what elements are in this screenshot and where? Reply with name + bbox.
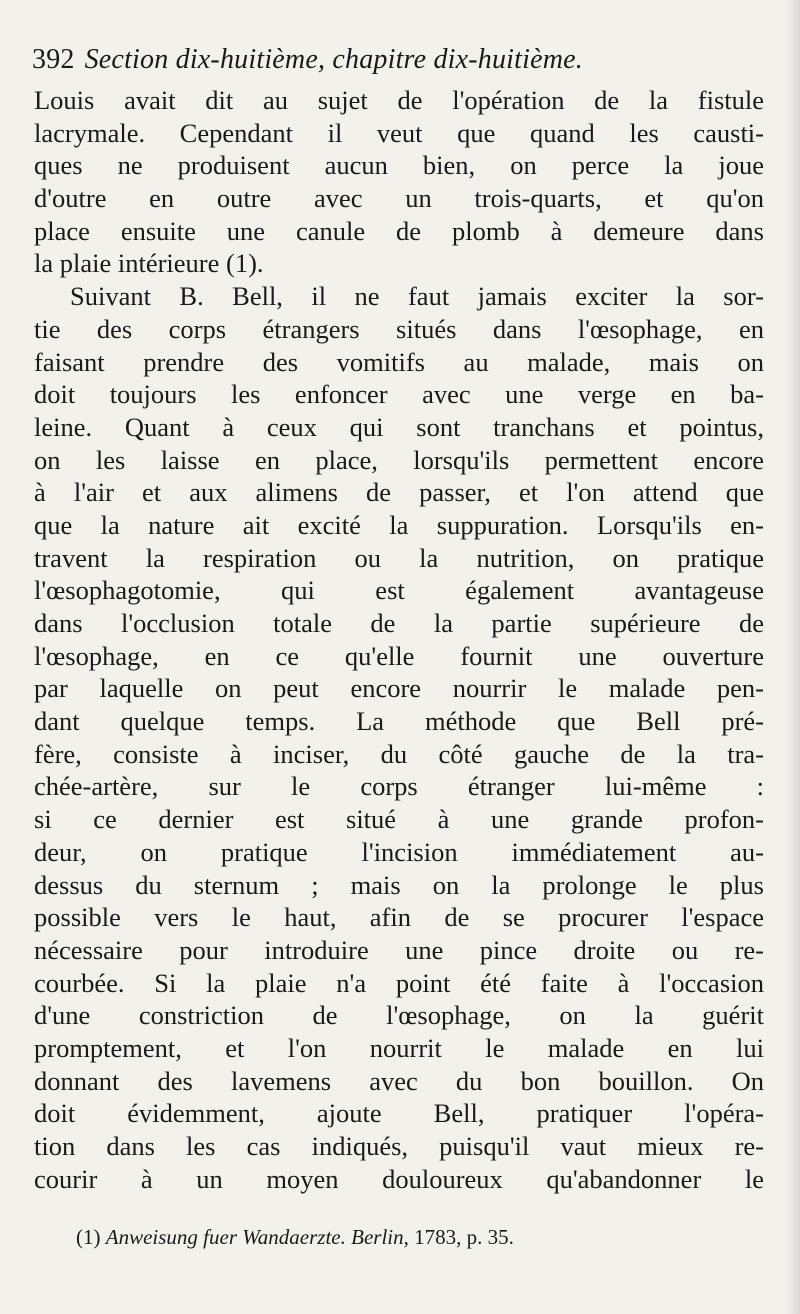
text-line: travent la respiration ou la nutrition, on pratique [34,542,764,573]
text-line: faisant prendre des vomitifs au malade, mais on [34,346,764,377]
text-line: dans l'occlusion totale de la partie supérieure de [34,608,764,638]
text-line: leine. Quant à ceux qui sont tranchans et pointus, [34,411,764,442]
text-line: doit toujours les enfoncer avec une verge en ba- [34,379,764,410]
page-edge-shadow [786,0,800,1314]
text-line: si ce dernier est situé à une grande profon- [34,804,764,835]
text-line: donnant des lavemens avec du bon bouillon. On [34,1065,764,1096]
text-line: l'œsophage, en ce qu'elle fournit une ouverture [34,640,764,671]
text-line: nécessaire pour introduire une pince droite ou re- [34,934,764,965]
text-line: doit évidemment, ajoute Bell, pratiquer l'opéra- [34,1098,764,1129]
text-line: par laquelle on peut encore nourrir le malade pen- [34,673,764,704]
text-line: courir à un moyen douloureux qu'abandonner le [34,1163,764,1194]
text-line: à l'air et aux alimens de passer, et l'on attend que [34,477,764,508]
text-line: dant quelque temps. La méthode que Bell pré- [34,706,764,737]
footnote-source: Anweisung fuer Wandaerzte. Berlin [105,1225,404,1249]
text-line: tie des corps étrangers situés dans l'œsophage, en [34,313,764,344]
text-line: Louis avait dit au sujet de l'opération de la fistule [34,85,764,115]
footnote-details: , 1783, p. 35. [403,1225,514,1249]
text-line: possible vers le haut, afin de se procurer l'espace [34,902,764,933]
text-line: courbée. Si la plaie n'a point été faite à l'occasion [34,967,764,998]
page-number: 392 [32,44,75,75]
text-line: que la nature ait excité la suppuration. Lorsqu'ils en- [34,509,764,540]
text-line: Suivant B. Bell, il ne faut jamais exciter la sor- [70,281,764,312]
text-line: deur, on pratique l'incision immédiatement au- [34,836,764,867]
body-text [34,84,764,1195]
text-line: d'outre en outre avec un trois-quarts, et qu'on [34,183,764,214]
running-head [32,40,732,80]
text-line: promptement, et l'on nourrit le malade en lui [34,1032,764,1063]
chapter-title: Section dix-huitième, chapitre dix-huitième. [84,44,583,75]
text-line: dessus du sternum ; mais on la prolonge le plus [34,869,764,900]
text-line: place ensuite une canule de plomb à demeure dans [34,215,764,246]
text-line: l'œsophagotomie, qui est également avantageuse [34,575,764,606]
text-line: lacrymale. Cependant il veut que quand les causti- [34,117,764,148]
text-line: ques ne produisent aucun bien, on perce la joue [34,150,764,181]
text-line: fère, consiste à inciser, du côté gauche de la tra- [34,738,764,769]
text-line: chée-artère, sur le corps étranger lui-même : [34,771,764,802]
text-line: on les laisse en place, lorsqu'ils permettent encore [34,444,764,475]
text-line: la plaie intérieure (1). [34,248,264,279]
footnote [76,1222,736,1252]
footnote-marker: (1) [76,1225,101,1249]
text-line: tion dans les cas indiqués, puisqu'il vaut mieux re- [34,1131,764,1161]
text-line: d'une constriction de l'œsophage, on la guérit [34,1000,764,1031]
